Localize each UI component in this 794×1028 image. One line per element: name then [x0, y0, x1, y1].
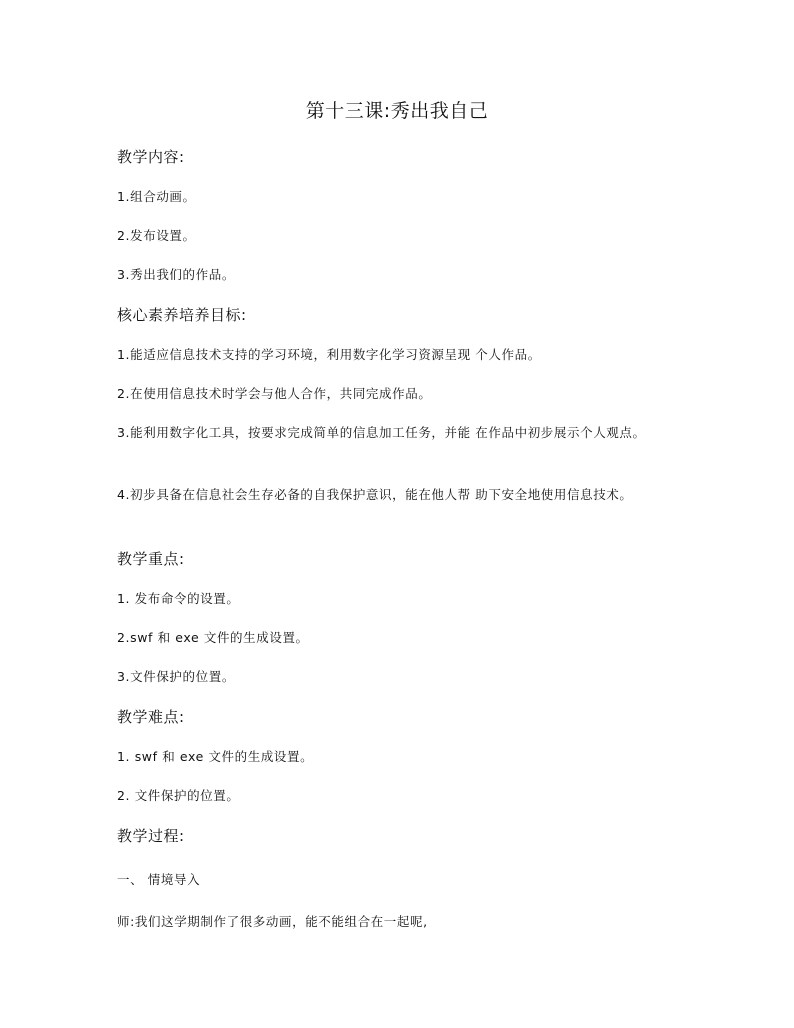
section-heading-key-points: 教学重点:	[117, 550, 185, 568]
key-point-item-1: 1. 发布命令的设置。	[117, 591, 240, 606]
page-title: 第十三课:秀出我自己	[305, 100, 489, 122]
key-point-item-2: 2.swf 和 exe 文件的生成设置。	[117, 630, 309, 645]
goal-item-3: 3.能利用数字化工具，按要求完成简单的信息加工任务，并能 在作品中初步展示个人观点。	[117, 425, 646, 440]
difficulty-item-1: 1. swf 和 exe 文件的生成设置。	[117, 749, 314, 764]
section-heading-difficulties: 教学难点:	[117, 708, 185, 726]
goal-item-4: 4.初步具备在信息社会生存必备的自我保护意识，能在他人帮 助下安全地使用信息技术。	[117, 487, 633, 502]
content-item-1: 1.组合动画。	[117, 189, 196, 204]
difficulty-item-2: 2. 文件保护的位置。	[117, 788, 240, 803]
goal-item-1: 1.能适应信息技术支持的学习环境，利用数字化学习资源呈现 个人作品。	[117, 347, 541, 362]
section-heading-goals: 核心素养培养目标:	[117, 306, 247, 324]
process-teacher-line: 师:我们这学期制作了很多动画，能不能组合在一起呢,	[117, 914, 428, 929]
section-heading-content: 教学内容:	[117, 148, 185, 166]
goal-item-2: 2.在使用信息技术时学会与他人合作，共同完成作品。	[117, 386, 432, 401]
process-step-1: 一、 情境导入	[117, 872, 201, 887]
key-point-item-3: 3.文件保护的位置。	[117, 669, 235, 684]
section-heading-process: 教学过程:	[117, 827, 185, 845]
content-item-2: 2.发布设置。	[117, 228, 196, 243]
content-item-3: 3.秀出我们的作品。	[117, 267, 235, 282]
